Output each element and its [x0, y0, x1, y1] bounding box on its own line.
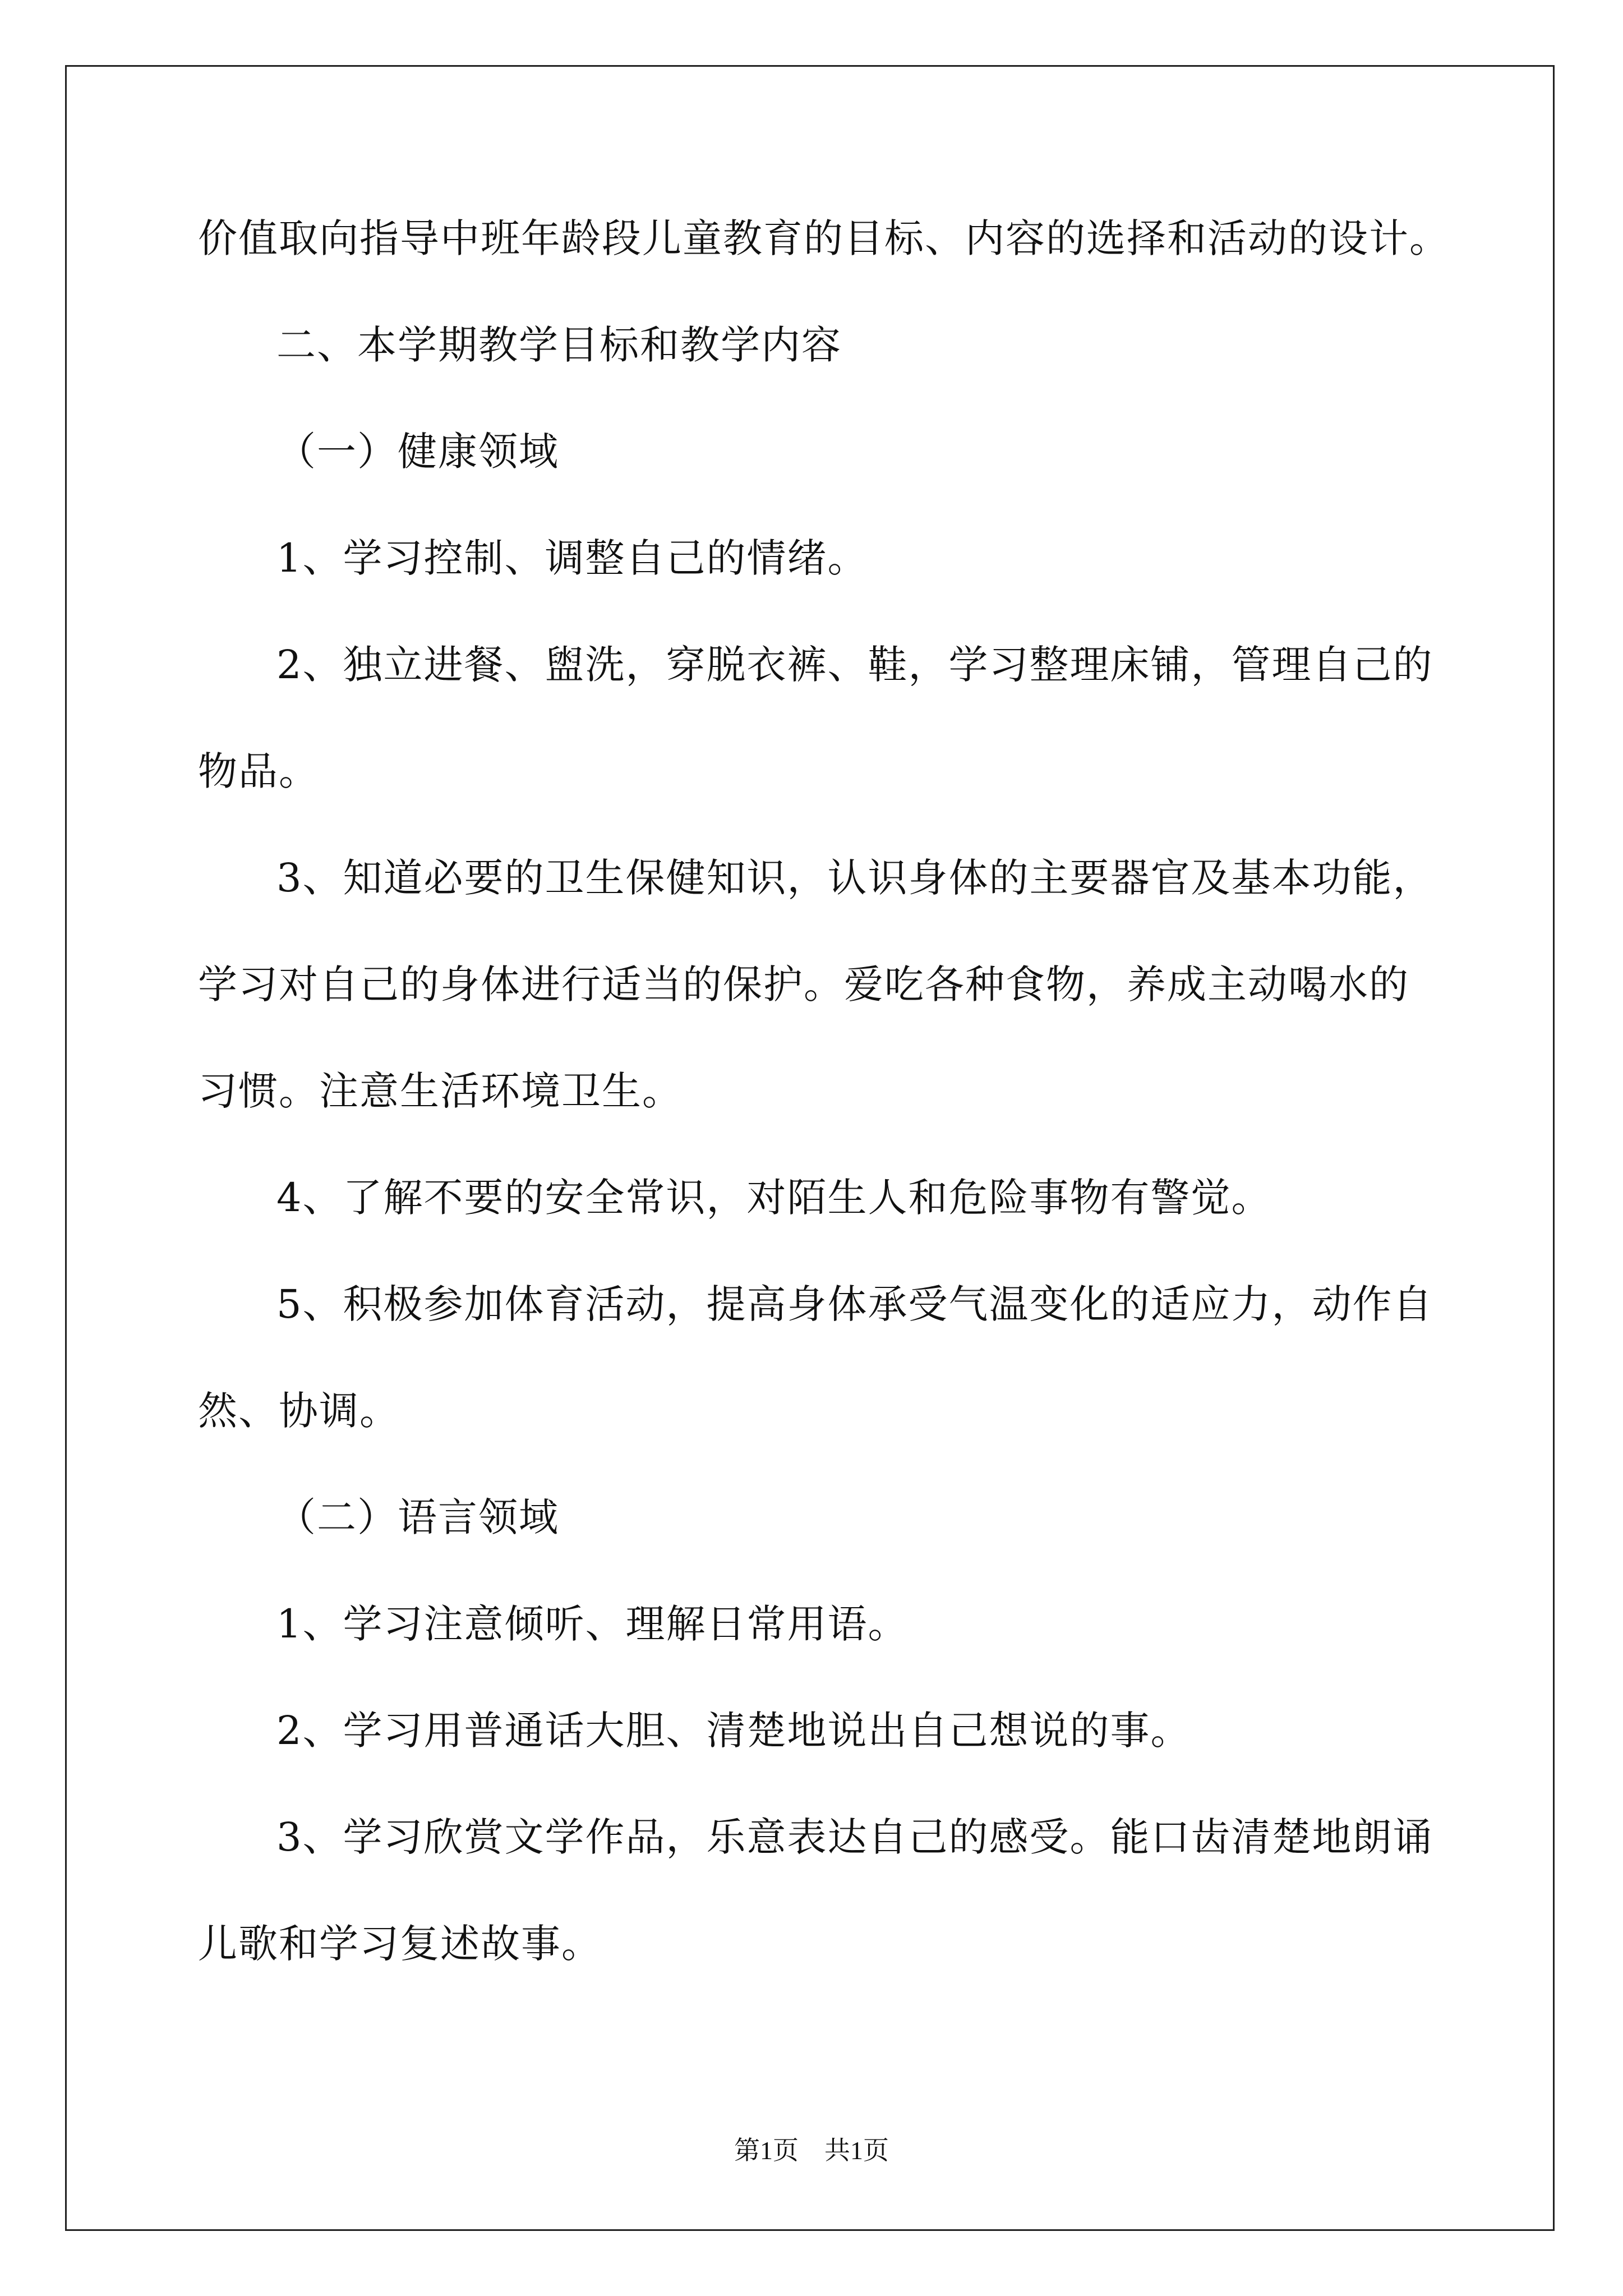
- text-line-health-1: 1、学习控制、调整自己的情绪。: [276, 535, 868, 581]
- text-line-health-3-cont2: 习惯。注意生活环境卫生。: [198, 1068, 683, 1114]
- text-line-health-3: 3、知道必要的卫生保健知识，认识身体的主要器官及基本功能，: [276, 855, 1433, 901]
- text-line-language-2: 2、学习用普通话大胆、清楚地说出自己想说的事。: [276, 1708, 1191, 1754]
- text-line-language-3-cont: 儿歌和学习复述故事。: [198, 1921, 602, 1967]
- subsection-heading-language: （二）语言领域: [276, 1494, 559, 1540]
- section-heading: 二、本学期教学目标和教学内容: [276, 322, 842, 368]
- text-line-health-3-cont: 学习对自己的身体进行适当的保护。爱吃各种食物，养成主动喝水的: [198, 961, 1409, 1007]
- page-number-footer: 第1页 共1页: [734, 2136, 889, 2165]
- text-line-health-4: 4、了解不要的安全常识，对陌生人和危险事物有警觉。: [276, 1175, 1272, 1221]
- text-line-health-5: 5、积极参加体育活动，提高身体承受气温变化的适应力，动作自: [276, 1281, 1433, 1327]
- text-line-health-2: 2、独立进餐、盥洗，穿脱衣裤、鞋，学习整理床铺，管理自己的: [276, 642, 1433, 688]
- page-border: [65, 65, 1555, 2231]
- text-line-health-5-cont: 然、协调。: [198, 1388, 400, 1434]
- text-line-language-3: 3、学习欣赏文学作品，乐意表达自己的感受。能口齿清楚地朗诵: [276, 1814, 1433, 1860]
- text-line-1: 价值取向指导中班年龄段儿童教育的目标、内容的选择和活动的设计。: [198, 215, 1450, 261]
- text-line-language-1: 1、学习注意倾听、理解日常用语。: [276, 1601, 909, 1647]
- text-line-health-2-cont: 物品。: [198, 748, 319, 794]
- subsection-heading-health: （一）健康领域: [276, 429, 559, 475]
